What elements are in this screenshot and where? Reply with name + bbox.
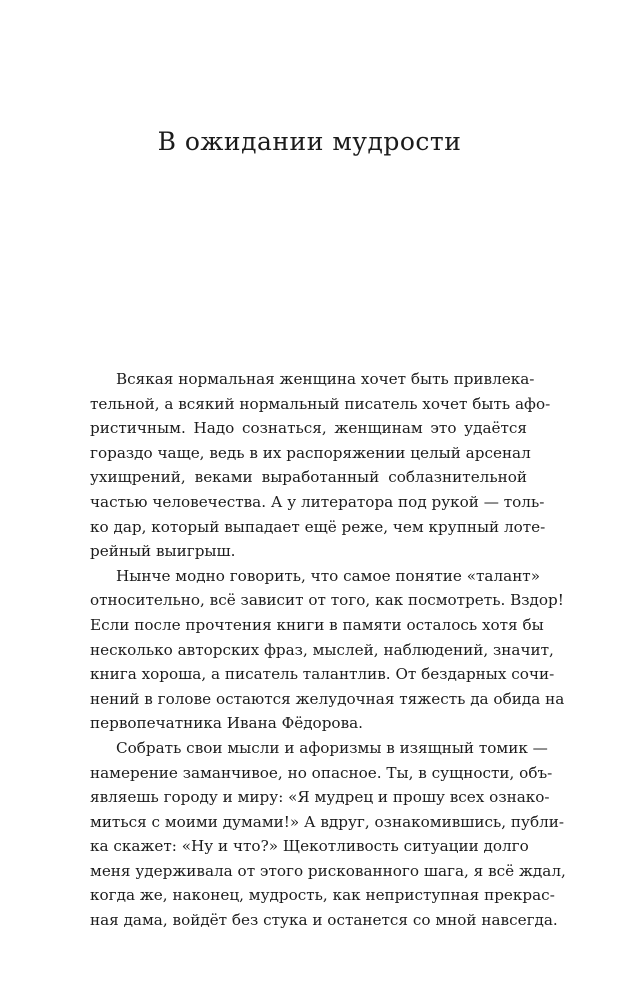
text-line: ко дар, который выпадает ещё реже, чем крупный лоте- [90,517,546,536]
text-line: ная дама, войдёт без стука и останется со мной навсегда. [90,911,558,930]
text-line: являешь городу и миру: «Я мудрец и прошу всех ознако- [90,788,550,807]
text-line: ухищрений, веками выработанный соблазнительной [90,468,527,487]
paragraph-3 [90,736,566,933]
text-line: первопечатника Ивана Фёдорова. [90,714,363,733]
text-line: книга хороша, а писатель талантлив. От бездарных сочи- [90,665,555,684]
text-line: намерение заманчивое, но опасное. Ты, в сущности, объ- [90,763,553,782]
text-line: меня удерживала от этого рискованного шага, я всё ждал, [90,861,566,880]
text-line: несколько авторских фраз, мыслей, наблюдений, значит, [90,640,554,659]
text-line: миться с моими думами!» А вдруг, ознакомившись, публи- [90,812,565,831]
text-line: Всякая нормальная женщина хочет быть привлека- [116,370,535,388]
text-line: нений в голове остаются желудочная тяжесть да обида на [90,689,565,708]
text-line: когда же, наконец, мудрость, как неприступная прекрас- [90,886,555,905]
text-line: тельной, а всякий нормальный писатель хочет быть афо- [90,394,551,413]
text-line: относительно, всё зависит от того, как посмотреть. Вздор! [90,591,564,610]
text-line: гораздо чаще, ведь в их распоряжении целый арсенал [90,443,531,462]
body-text [90,367,566,933]
chapter-title: В ожидании мудрости [157,127,462,156]
text-line: Нынче модно говорить, что самое понятие «талант» [116,566,541,585]
text-line: Собрать свои мысли и афоризмы в изящный томик — [116,738,548,757]
text-line: Если после прочтения книги в памяти осталось хотя бы [90,615,544,634]
text-line: частью человечества. А у литератора под рукой — толь- [90,492,545,511]
text-line: ка скажет: «Ну и что?» Щекотливость ситуации долго [90,837,529,856]
text-line: ристичным. Надо сознаться, женщинам это удаётся [90,419,527,438]
paragraph-1 [90,367,551,564]
paragraph-2 [90,564,565,736]
text-line: рейный выигрыш. [90,542,236,561]
